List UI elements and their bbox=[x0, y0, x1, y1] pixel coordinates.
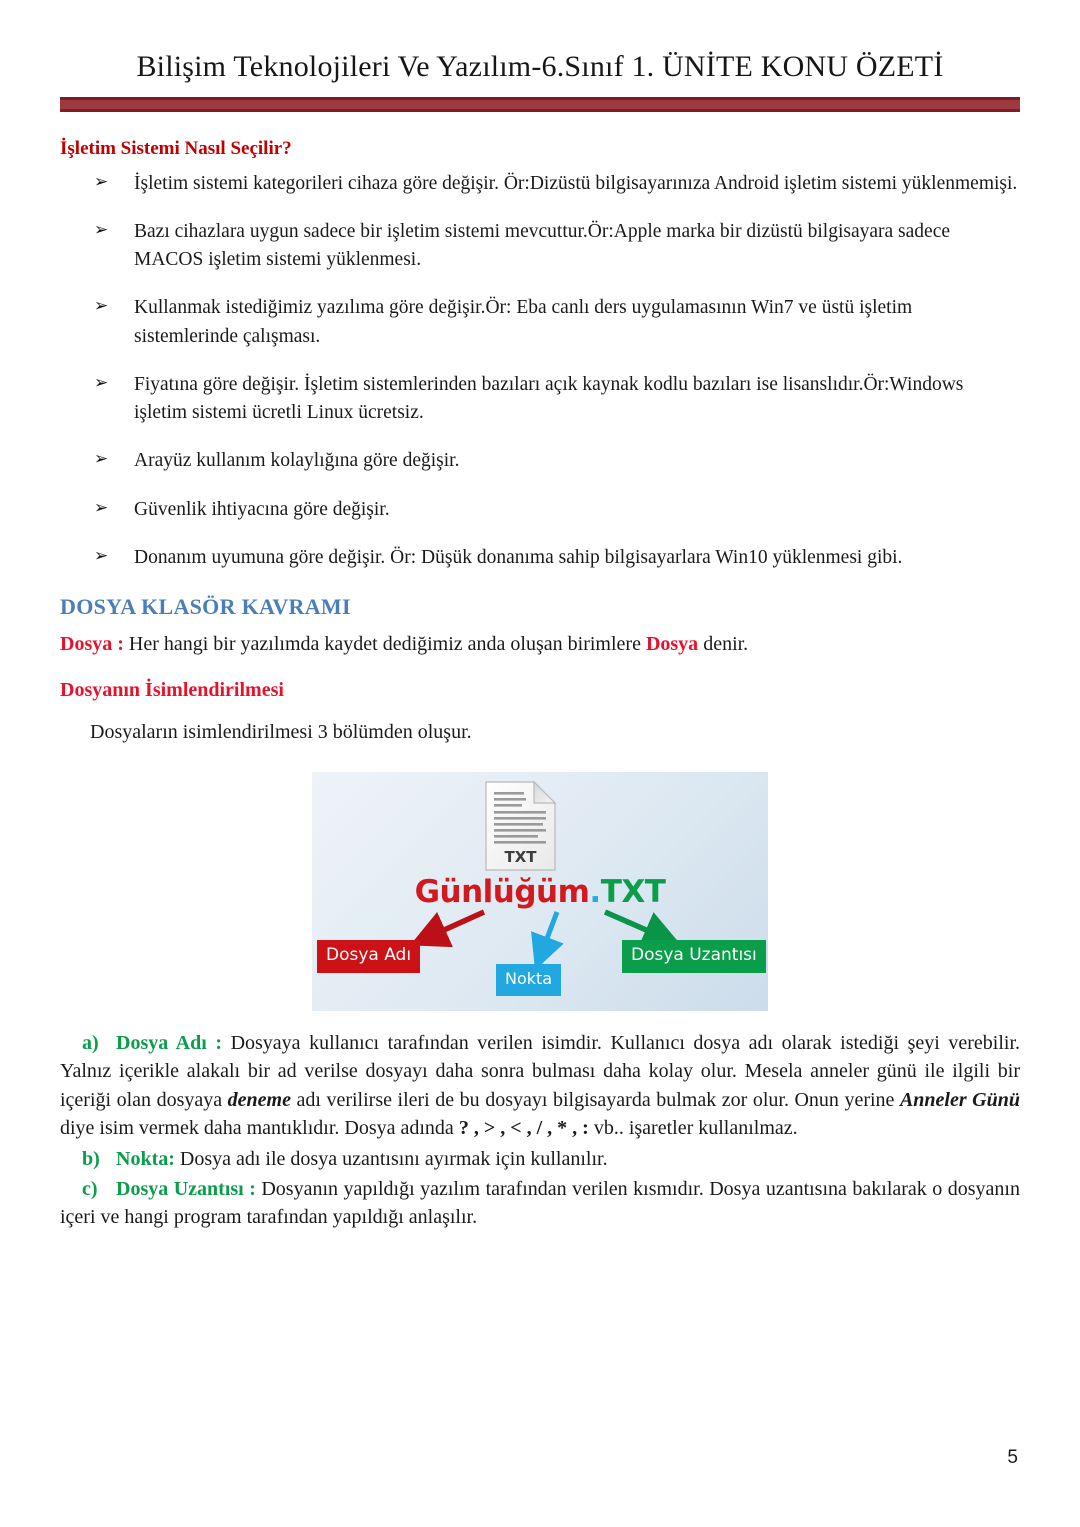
list-item bbox=[88, 447, 1020, 475]
forbidden-symbols: ? , > , < , / , * , : bbox=[458, 1117, 589, 1140]
emphasis-deneme: deneme bbox=[227, 1088, 291, 1111]
body-a-3: diye isim vermek daha mantıklıdır. Dosya adında bbox=[60, 1117, 459, 1140]
list-item-text: Bazı cihazlara uygun sadece bir işletim sistemi mevcuttur.Ör:Apple marka bir dizüstü bilgisayara sadece MACOS işletim sistemi yüklenmesi. bbox=[134, 220, 951, 271]
txt-icon-label: TXT bbox=[504, 847, 537, 866]
list-item bbox=[88, 544, 1020, 572]
arrow-to-file-name bbox=[424, 912, 484, 939]
page-number: 5 bbox=[1007, 1447, 1018, 1468]
term-dot: Nokta: bbox=[116, 1147, 175, 1170]
body-b-1: Dosya adı ile dosya uzantısını ayırmak için kullanılır. bbox=[174, 1147, 608, 1170]
list-item-text: İşletim sistemi kategorileri cihaza göre değişir. Ör:Dizüstü bilgisayarınıza Android işletim sistemi yüklenmemişi. bbox=[134, 172, 1018, 194]
definition-term: Dosya : bbox=[60, 633, 124, 656]
arrow-bullet-icon: ➢ bbox=[94, 497, 109, 518]
definition-text-after: denir. bbox=[698, 633, 749, 656]
arrow-bullet-icon: ➢ bbox=[94, 372, 109, 393]
list-item-text: Güvenlik ihtiyacına göre değişir. bbox=[134, 498, 390, 520]
list-item-text: Arayüz kullanım kolaylığına göre değişir. bbox=[134, 450, 460, 472]
list-item bbox=[88, 496, 1020, 524]
tag-dot: Nokta bbox=[496, 964, 561, 996]
tag-file-extension: Dosya Uzantısı bbox=[622, 940, 766, 973]
file-naming-intro: Dosyaların isimlendirilmesi 3 bölümden oluşur. bbox=[90, 720, 472, 743]
arrow-bullet-icon: ➢ bbox=[94, 449, 109, 470]
filename-extension: TXT bbox=[600, 873, 666, 910]
body-a-4: vb.. işaretler kullanılmaz. bbox=[588, 1117, 798, 1140]
tag-file-name: Dosya Adı bbox=[317, 940, 420, 973]
list-item-text: Donanım uyumuna göre değişir. Ör: Düşük donanıma sahip bilgisayarlara Win10 yüklenmesi gibi. bbox=[134, 546, 903, 568]
header-divider bbox=[60, 97, 1020, 112]
file-parts-list bbox=[60, 1029, 1020, 1232]
section-heading-file-folder: DOSYA KLASÖR KAVRAMI bbox=[60, 594, 351, 620]
os-selection-list bbox=[60, 170, 1020, 573]
filename-dot: . bbox=[589, 873, 601, 910]
file-definition-paragraph bbox=[60, 630, 1020, 658]
list-item bbox=[88, 371, 1020, 428]
section-heading-file-naming: Dosyanın İsimlendirilmesi bbox=[60, 678, 284, 701]
document-header bbox=[0, 0, 1080, 112]
body-a-2: adı verilirse ileri de bu dosyayı bilgisayarda bulmak zor olur. Onun yerine bbox=[290, 1088, 900, 1111]
page-title: Bilişim Teknolojileri Ve Yazılım-6.Sınıf 1. ÜNİTE KONU ÖZETİ bbox=[136, 50, 944, 83]
list-marker-a: a) bbox=[82, 1031, 99, 1054]
figure-container bbox=[60, 772, 1020, 1011]
section-heading-os-selection: İşletim Sistemi Nasıl Seçilir? bbox=[60, 137, 292, 159]
list-item bbox=[88, 170, 1020, 198]
arrow-bullet-icon: ➢ bbox=[94, 545, 109, 566]
list-item bbox=[88, 218, 1020, 275]
arrow-to-dot bbox=[540, 912, 557, 957]
arrow-bullet-icon: ➢ bbox=[94, 296, 109, 317]
document-body bbox=[0, 138, 1080, 1232]
list-marker-c: c) bbox=[82, 1177, 98, 1200]
arrow-to-extension bbox=[605, 912, 667, 939]
emphasis-anneler-gunu: Anneler Günü bbox=[899, 1088, 1020, 1111]
list-item-b bbox=[60, 1145, 1020, 1173]
list-item-c bbox=[60, 1175, 1020, 1232]
filename-base: Günlüğüm bbox=[414, 873, 590, 910]
list-item-a bbox=[60, 1029, 1020, 1143]
list-item-text: Fiyatına göre değişir. İşletim sistemlerinden bazıları açık kaynak kodlu bazıları ise lisanslıdır.Ör:Windows işletim sistemi ücretli Linux ücretsiz. bbox=[134, 373, 964, 424]
definition-term-inline: Dosya bbox=[645, 633, 699, 656]
file-name-anatomy-figure bbox=[312, 772, 768, 1011]
list-marker-b: b) bbox=[82, 1147, 100, 1170]
body-a-1: Dosyaya kullanıcı tarafından verilen isimdir. Kullanıcı dosya adı olarak istediği şeyi verebilir. Yalnız içerikle alakalı bir ad verilse dosyayı daha sonra bulması daha kolay olur. Mesela anneler günü ile ilgili bir içeriği olan dosyaya bbox=[60, 1031, 1020, 1111]
arrow-bullet-icon: ➢ bbox=[94, 171, 109, 192]
definition-text-before: Her hangi bir yazılımda kaydet dediğimiz anda oluşan birimlere bbox=[123, 633, 646, 656]
term-file-extension: Dosya Uzantısı : bbox=[116, 1177, 256, 1200]
list-item bbox=[88, 294, 1020, 351]
list-item-text: Kullanmak istediğimiz yazılıma göre değişir.Ör: Eba canlı ders uygulamasının Win7 ve üstü işletim sistemlerinde çalışması. bbox=[134, 297, 913, 347]
arrow-bullet-icon: ➢ bbox=[94, 219, 109, 240]
body-c-1: Dosyanın yapıldığı yazılım tarafından verilen kısmıdır. Dosya uzantısına bakılarak o dosyanın içeri ve hangi program tarafından yapıldığı anlaşılır. bbox=[60, 1177, 1020, 1229]
term-file-name: Dosya Adı : bbox=[116, 1031, 223, 1054]
